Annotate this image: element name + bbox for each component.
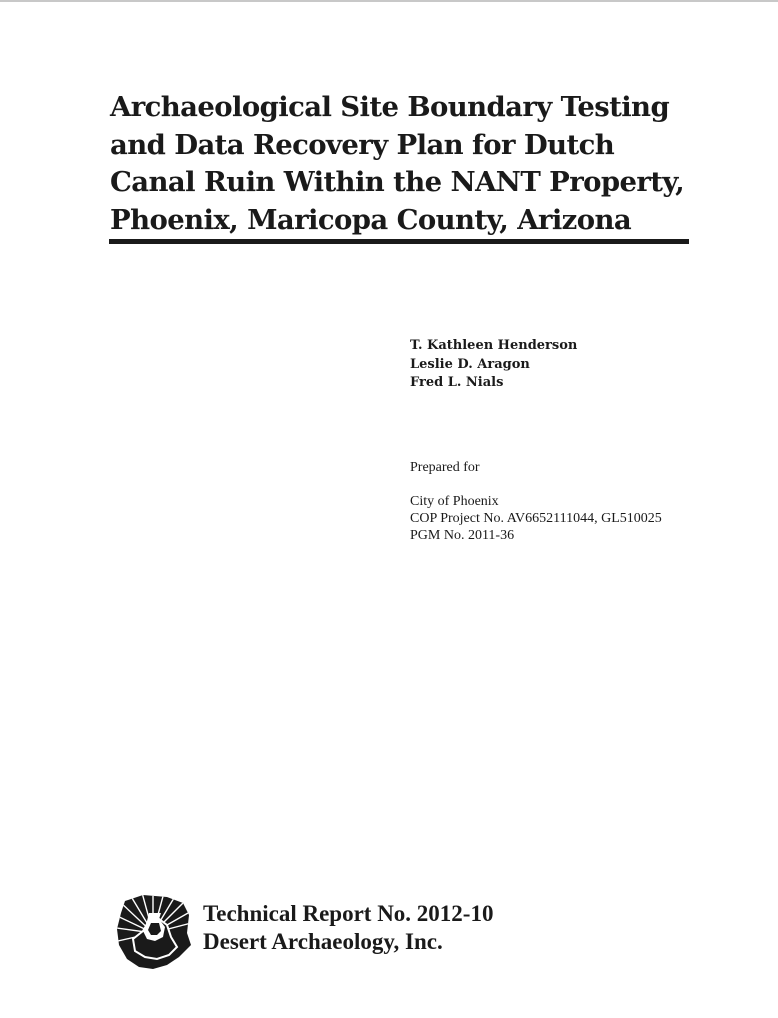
title-line: Archaeological Site Boundary Testing bbox=[110, 91, 670, 123]
report-title bbox=[110, 89, 710, 239]
client-block bbox=[410, 493, 662, 544]
desert-archaeology-logo-icon bbox=[113, 893, 193, 971]
title-line: and Data Recovery Plan for Dutch bbox=[110, 128, 615, 161]
page-top-border bbox=[0, 0, 778, 2]
logo-graphic bbox=[113, 893, 193, 971]
project-number: COP Project No. AV6652111044, GL510025 bbox=[410, 511, 662, 526]
title-underline-rule bbox=[109, 239, 689, 244]
pgm-number: PGM No. 2011-36 bbox=[410, 528, 515, 543]
technical-report-number: Technical Report No. 2012-10 bbox=[203, 901, 494, 926]
title-line: Phoenix, Maricopa County, Arizona bbox=[110, 203, 632, 236]
title-line: Canal Ruin Within the NANT Property, bbox=[110, 166, 685, 198]
author-name: Fred L. Nials bbox=[410, 375, 504, 390]
publisher-name: Desert Archaeology, Inc. bbox=[203, 929, 443, 954]
client-name: City of Phoenix bbox=[410, 494, 499, 509]
author-list bbox=[410, 337, 577, 393]
report-info bbox=[203, 900, 493, 956]
author-name: T. Kathleen Henderson bbox=[410, 338, 578, 353]
author-name: Leslie D. Aragon bbox=[410, 356, 530, 372]
prepared-for-label: Prepared for bbox=[410, 460, 480, 475]
